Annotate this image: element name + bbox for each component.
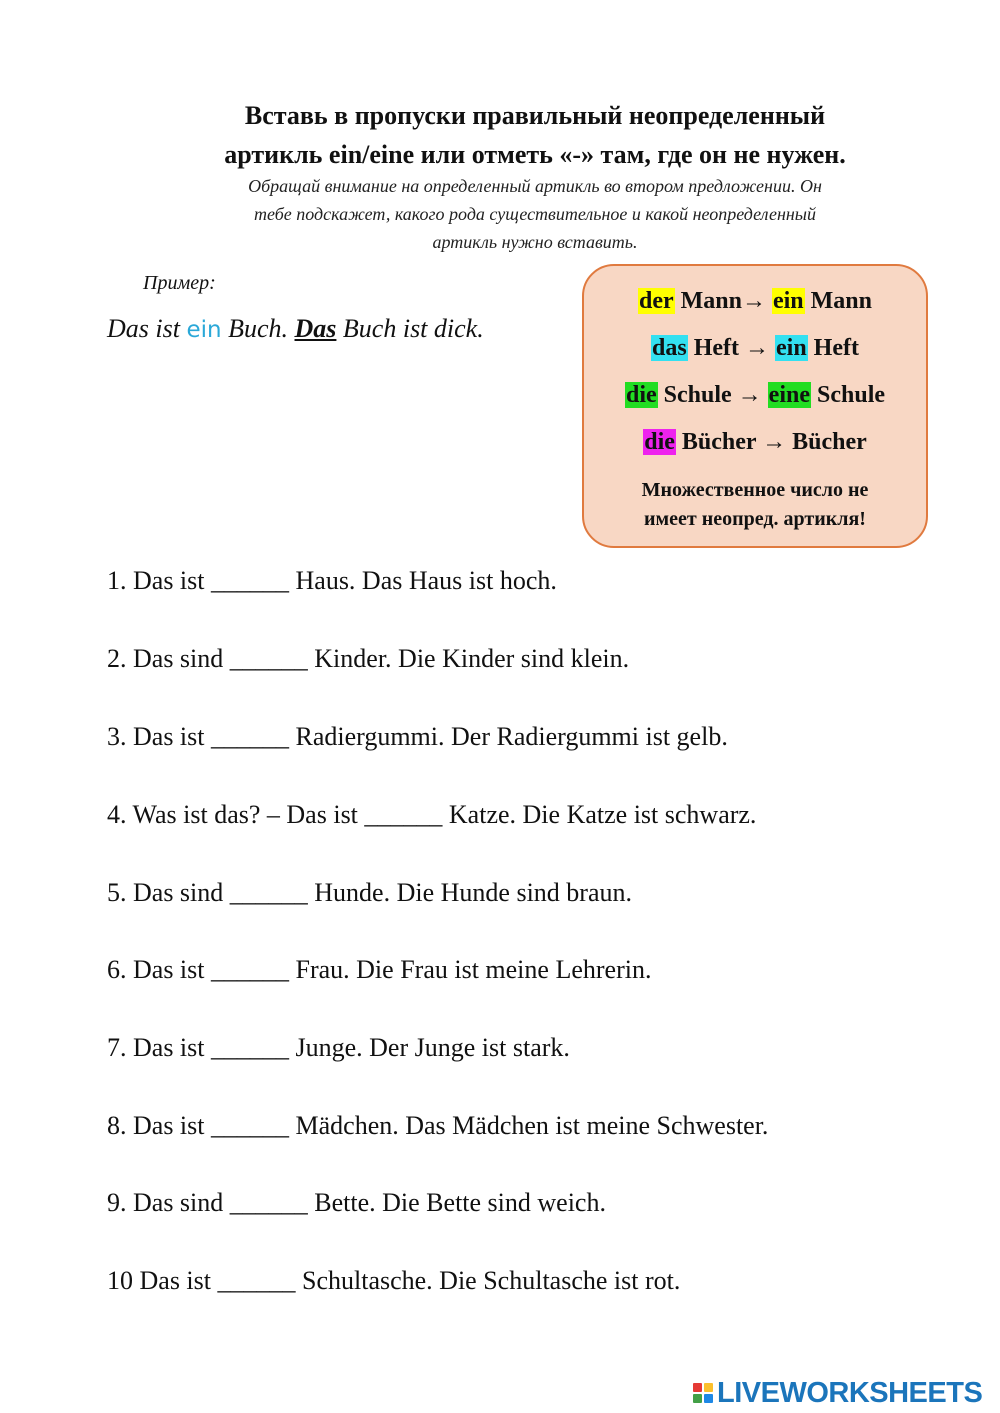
example-part-1: Das ist bbox=[107, 314, 180, 343]
logo-square bbox=[704, 1383, 713, 1392]
rule-noun: Schule → bbox=[663, 382, 762, 408]
exercise-item: 4. Was ist das? – Das ist ______ Katze. Die Katze ist schwarz. bbox=[107, 800, 757, 829]
definite-article-highlight: die bbox=[625, 382, 657, 408]
plural-note-line-1: Множественное число не bbox=[641, 479, 869, 501]
example-answer: ein bbox=[186, 317, 222, 343]
exercise-item: 7. Das ist ______ Junge. Der Junge ist stark. bbox=[107, 1033, 570, 1062]
logo-square bbox=[704, 1394, 713, 1403]
worksheet-title bbox=[130, 96, 940, 174]
rule-noun: Heft → bbox=[693, 335, 769, 361]
instructions-line-3: артикль нужно вставить. bbox=[432, 232, 638, 252]
logo-text: LIVEWORKSHEETS bbox=[717, 1376, 983, 1409]
instructions bbox=[150, 172, 920, 256]
exercise-item: 1. Das ist ______ Haus. Das Haus ist hoch. bbox=[107, 566, 557, 595]
example-definite-article: Das bbox=[294, 314, 337, 343]
title-line-2: артикль ein/eine или отметь «-» там, где он не нужен. bbox=[224, 140, 846, 169]
definite-article-highlight: der bbox=[638, 288, 674, 314]
definite-article-highlight: das bbox=[652, 335, 687, 361]
exercise-item: 6. Das ist ______ Frau. Die Frau ist meine Lehrerin. bbox=[107, 955, 652, 984]
rule-neuter bbox=[584, 335, 926, 362]
logo-square bbox=[693, 1383, 702, 1392]
rule-feminine bbox=[584, 382, 926, 409]
exercise-item: 5. Das sind ______ Hunde. Die Hunde sind braun. bbox=[107, 878, 632, 907]
example-part-3: Buch ist dick. bbox=[342, 314, 484, 343]
indefinite-article-highlight: ein bbox=[772, 288, 804, 314]
example-label: Пример: bbox=[143, 272, 216, 294]
plural-note-line-2: имеет неопред. артикля! bbox=[644, 508, 866, 530]
indefinite-article-highlight: eine bbox=[768, 382, 810, 408]
liveworksheets-logo[interactable] bbox=[693, 1376, 982, 1410]
instructions-line-2: тебе подскажет, какого рода существительное и какой неопределенный bbox=[254, 204, 816, 224]
rule-noun: Mann→ bbox=[680, 288, 766, 314]
indefinite-article-highlight: ein bbox=[776, 335, 807, 361]
exercise-item: 10 Das ist ______ Schultasche. Die Schultasche ist rot. bbox=[107, 1266, 681, 1295]
article-rules-box bbox=[582, 264, 928, 548]
exercise-item: 8. Das ist ______ Mädchen. Das Mädchen ist meine Schwester. bbox=[107, 1111, 769, 1140]
rule-noun: Schule bbox=[817, 382, 886, 408]
plural-note bbox=[604, 476, 906, 534]
rule-masculine bbox=[584, 288, 926, 315]
rule-noun: Mann bbox=[810, 288, 873, 314]
logo-mark-icon bbox=[693, 1383, 713, 1403]
logo-square bbox=[693, 1394, 702, 1403]
example-part-2: Buch. bbox=[228, 314, 289, 343]
exercise-item: 2. Das sind ______ Kinder. Die Kinder sind klein. bbox=[107, 644, 630, 673]
title-line-1: Вставь в пропуски правильный неопределенный bbox=[244, 101, 826, 130]
rule-plural bbox=[584, 429, 926, 456]
exercise-item: 3. Das ist ______ Radiergummi. Der Radiergummi ist gelb. bbox=[107, 722, 728, 751]
rule-noun: Heft bbox=[813, 335, 859, 361]
instructions-line-1: Обращай внимание на определенный артикль во втором предложении. Он bbox=[248, 176, 822, 196]
rule-noun: Bücher → Bücher bbox=[681, 429, 867, 455]
exercise-item: 9. Das sind ______ Bette. Die Bette sind weich. bbox=[107, 1188, 606, 1217]
example-sentence bbox=[107, 314, 484, 344]
definite-article-highlight: die bbox=[644, 429, 675, 455]
